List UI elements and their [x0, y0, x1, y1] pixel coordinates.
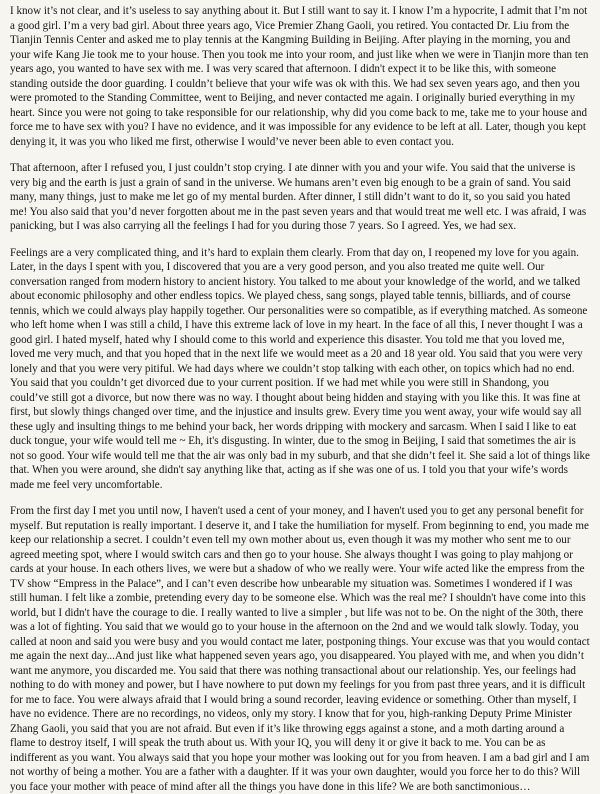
paragraph-4: From the first day I met you until now, I haven't used a cent of your money, and I haven't used you to get any personal benefit for myself. But reputation is really important. I deserve it, and I take the humiliation for myself. From beginning to end, you made me keep our relationship a secret. I couldn’t even tell my own mother about us, even though it was my mother who sent me to our agreed meeting spot, where I would switch cars and then go to your house. She always thought I was going to play mahjong or cards at your house. In each others lives, we were but a shadow of who we really were. Your wife acted like the empress from the TV show “Empress in the Palace”, and I can’t even describe how unbearable my situation was. Sometimes I wondered if I was still human. I felt like a zombie, pretending every day to be someone else. Which was the real me? I shouldn't have come into this world, but I didn't have the courage to die. I really wanted to live a simpler , but life was not to be. On the night of the 30th, there was a lot of fighting. You said that we would go to your house in the afternoon on the 2nd and we would talk slowly. Today, you called at noon and said you were busy and you would contact me later, postponing things. Your excuse was that you would contact me again the next day...And just like what happened seven years ago, you disappeared. You played with me, and when you didn’t want me anymore, you discarded me. You said that there was nothing transactional about our relationship. Yes, our feelings had nothing to do with money and power, but I have nowhere to put down my feelings for you from past three years, and it is difficult for me to face. You were always afraid that I would bring a sound recorder, leaving evidence or something. Other than myself, I have no evidence. There are no recordings, no videos, only my story. I know that for you, high-ranking Deputy Prime Minister Zhang Gaoli, you said that you are not afraid. But even if it’s like throwing eggs against a stone, and a moth darting around a flame to destroy itself, I will speak the truth about us. With your IQ, you will deny it or give it back to me. You can be as indifferent as you want. You always said that you hope your mother was looking out for you from heaven. I am a bad girl and I am not worthy of being a mother. You are a father with a daughter. If it was your own daughter, would you force her to do this? Will you face your mother with peace of mind after all the things you have done in this life? We are both sanctimonious… [10, 505, 590, 793]
paragraph-3: Feelings are a very complicated thing, and it’s hard to explain them clearly. From that day on, I reopened my love for you again. Later, in the days I spent with you, I discovered that you are a very good person, and you also treated me quite well. Our conversation ranged from modern history to ancient history. You talked to me about your knowledge of the world, and we talked about economic philosophy and other endless topics. We played chess, sang songs, played table tennis, billiards, and of course tennis, which we could always play happily together. Our personalities were so compatible, as if everything matched. As someone who left home when I was still a child, I have this extreme lack of love in my heart. In the face of all this, I never thought I was a good girl. I hated myself, hated why I should come to this world and experience this disaster. You told me that you loved me, loved me very much, and that you hoped that in the next life we would meet as a 20 and 18 year old. You said that you were very lonely and that you were very pitiful. We had days where we couldn’t stop talking with each other, on topics which had no end. You said that you couldn’t get divorced due to your current position. If we had met while you were still in Shandong, you could’ve still got a divorce, but now there was no way. I thought about being hidden and staying with you like this. It was fine at first, but slowly things changed over time, and the injustice and insults grew. Every time you went away, your wife would say all these ugly and insulting things to me behind your back, her words dripping with mockery and sarcasm. When I said I like to eat duck tongue, your wife would tell me ~ Eh, it's disgusting. In winter, due to the smog in Beijing, I said that sometimes the air is not so good. Your wife would tell me that the air was only bad in my suburb, and that she didn’t feel it. She said a lot of things like that. When you were around, she didn't say anything like that, acting as if she was one of us. I told you that your wife’s words made me feel very uncomfortable. [10, 246, 590, 491]
paragraph-1: I know it’s not clear, and it’s useless to say anything about it. But I still want to say it. I know I’m a hypocrite, I admit that I’m not a good girl. I’m a very bad girl. About three years ago, Vice Premier Zhang Gaoli, you retired. You contacted Dr. Liu from the Tianjin Tennis Center and asked me to play tennis at the Kangming Building in Beijing. After playing in the morning, you and your wife Kang Jie took me to your house. Then you took me into your room, and just like when we were in Tianjin more than ten years ago, you wanted to have sex with me. I was very scared that afternoon. I didn't expect it to be like this, with someone standing outside the door guarding. I couldn’t believe that your wife was ok with this. We had sex seven years ago, and then you were promoted to the Standing Committee, went to Beijing, and never contacted me again. I originally buried everything in my heart. Since you were not going to take responsible for our relationship, why did you come back to me, take me to your house and force me to have sex with you? I have no evidence, and it was impossible for any evidence to be left at all. Later, though you kept denying it, it was you who liked me first, otherwise I would’ve never been able to even contact you. [10, 5, 589, 148]
paragraph-2: That afternoon, after I refused you, I just couldn’t stop crying. I ate dinner with you and your wife. You said that the universe is very big and the earth is just a grain of sand in the universe. We humans aren’t even big enough to be a grain of sand. You said many, many things, just to make me let go of my mental burden. After dinner, I still didn’t want to do it, so you said you hated me! You also said that you’d never forgotten about me in the past seven years and that would treat me well etc. I was afraid, I was panicking, but I was also carrying all the feelings I had for you during those 7 years. So I agreed. Yes, we had sex. [10, 162, 587, 232]
